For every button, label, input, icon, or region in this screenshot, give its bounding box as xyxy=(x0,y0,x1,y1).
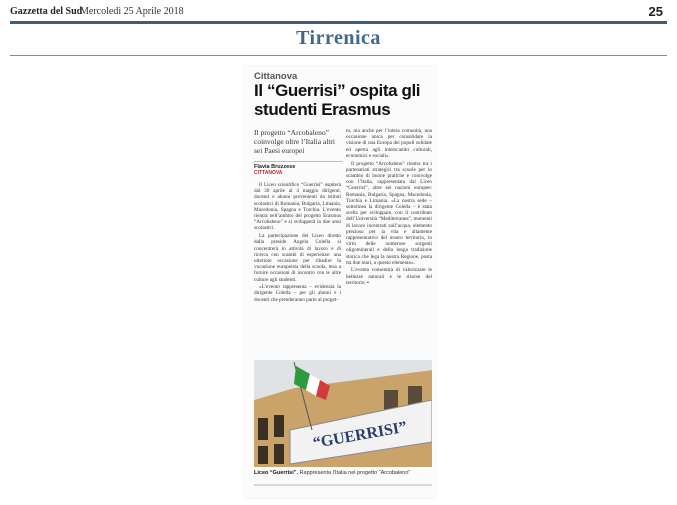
paragraph: «L’evento rappresenta – evidenzia la dirigente Colella – per gli alunni e i docenti che prenderanno parte al proget- xyxy=(254,284,341,303)
article-headline: Il “Guerrisi” ospita gli studenti Erasmus xyxy=(254,81,421,119)
window xyxy=(258,446,268,464)
article-subhead: Il progetto “Arcobaleno” coinvolge oltre l’Italia altri sei Paesi europei xyxy=(254,128,336,155)
paragraph: Il progetto “Arcobaleno” rientra tra i partenariati strategici tra scuole per lo scambio di buone pratiche e coinvolge con l’Italia, rappresentata dal Liceo “Guerrisi”, altre sei nazioni europee: Romania, Bulgaria, Spagna, Macedonia, Turchia e Lituania. «La nostra sede – sottolinea la dirigente Colella – è stata scelta per sviluppare, con il contributo dell’Università “Mediterranea”, momenti di lavoro incentrati sull’acqua, elemento prezioso per la vita e altamente rappresentativo del nostro territorio, in virtù delle numerose sorgenti oligominerali e della lunga tradizione storica che lega la nostra Regione, posta tra due mari, a questo elemento». xyxy=(346,160,432,266)
caption-text: Rappresenta l’Italia nel progetto “Arcobaleno” xyxy=(299,470,411,476)
article-kicker: Cittanova xyxy=(254,71,298,82)
window xyxy=(274,415,284,437)
article-author: Flavia Bruzzese xyxy=(254,164,296,170)
section-rule xyxy=(10,55,667,56)
article-dateline: CITTANOVA xyxy=(254,170,283,176)
page-number: 25 xyxy=(648,4,663,19)
window xyxy=(258,418,268,440)
byline xyxy=(254,161,342,176)
clipping-bottom-rule xyxy=(254,484,432,486)
article-column-1 xyxy=(254,182,341,304)
article-clipping xyxy=(244,66,436,498)
photo-caption xyxy=(254,470,434,476)
caption-title: Liceo “Guerrisi”. xyxy=(254,470,299,476)
school-building-illustration xyxy=(254,360,432,467)
paragraph: L’evento consentirà di valorizzare le bellezze naturali e le risorse del territorio. ▪ xyxy=(346,267,432,286)
paragraph: La partecipazione del Liceo diretto dalla preside Angela Colella si concentrerà in attività di lavoro e di ricerca con scambi di esperienze: una ulteriore occasione per ribadire la vocazione europeista della scuola, tesa a fornire occasioni di incontro con le altre culture agli studenti. xyxy=(254,233,341,283)
paragraph: to, ma anche per l’intera comunità, una occasione unica per consolidare la visione di una Europa dei popoli solidale ed aperta agli interscambi culturali, economici e sociali». xyxy=(346,128,432,159)
issue-date: Mercoledì 25 Aprile 2018 xyxy=(80,6,184,17)
school-photo xyxy=(254,360,432,467)
window xyxy=(274,444,284,464)
newspaper-name: Gazzetta del Sud xyxy=(10,6,83,17)
school-sign-text: “GUERRISI” xyxy=(311,418,409,452)
section-title: Tirrenica xyxy=(296,27,381,49)
paragraph: Il Liceo scientifico “Guerrisi” ospiterà dal 30 aprile al 4 maggio dirigenti, docenti e alunni provenienti da istituti scolastici di Romania, Bulgaria, Lituania, Macedonia, Spagna e Turchia. L’evento rientra nell’ambito del progetto Erasmus “Arcobaleno” e si svilupperà in due anni scolastici. xyxy=(254,182,341,232)
header-rule xyxy=(10,21,667,24)
article-column-2 xyxy=(346,128,432,288)
masthead xyxy=(8,4,669,20)
